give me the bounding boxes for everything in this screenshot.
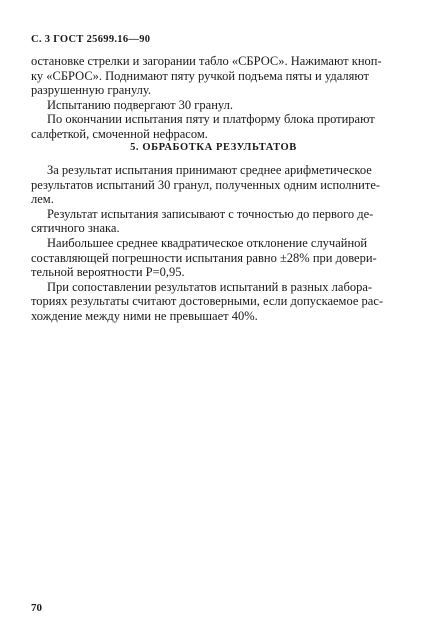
text-line: разрушенную гранулу. bbox=[31, 83, 152, 98]
text-line: При сопоставлении результатов испытаний в разных лабора- bbox=[47, 279, 373, 294]
section-title: 5. ОБРАБОТКА РЕЗУЛЬТАТОВ bbox=[130, 142, 297, 153]
text-line: результатов испытаний 30 гранул, полученных одним исполните- bbox=[31, 177, 381, 192]
text-line: салфеткой, смоченной нефрасом. bbox=[31, 126, 208, 141]
text-line: остановке стрелки и загорании табло «СБРОС». Нажимают кноп- bbox=[31, 54, 382, 68]
text-line: составляющей погрешности испытания равно ±28% при довери- bbox=[31, 250, 377, 265]
section-body bbox=[31, 163, 401, 324]
intro-text bbox=[31, 54, 401, 142]
text-line: Результат испытания записывают с точностью до первого де- bbox=[47, 206, 374, 221]
text-line: тельной вероятности P=0,95. bbox=[31, 265, 185, 280]
text-line: сятичного знака. bbox=[31, 221, 120, 236]
text-line: Испытанию подвергают 30 гранул. bbox=[47, 97, 233, 112]
text-line: лем. bbox=[31, 192, 54, 207]
page-header: С. 3 ГОСТ 25699.16—90 bbox=[31, 34, 151, 45]
text-line: ку «СБРОС». Поднимают пяту ручкой подъема пяты и удаляют bbox=[31, 68, 369, 83]
text-line: ториях результаты считают достоверными, если допускаемое рас- bbox=[31, 294, 384, 309]
text-line: хождение между ними не превышает 40%. bbox=[31, 308, 258, 323]
page-number: 70 bbox=[31, 602, 42, 614]
text-line: За результат испытания принимают среднее арифметическое bbox=[47, 163, 372, 177]
text-line: По окончании испытания пяту и платформу блока протирают bbox=[47, 112, 375, 127]
text-line: Наибольшее среднее квадратическое отклонение случайной bbox=[47, 235, 368, 250]
